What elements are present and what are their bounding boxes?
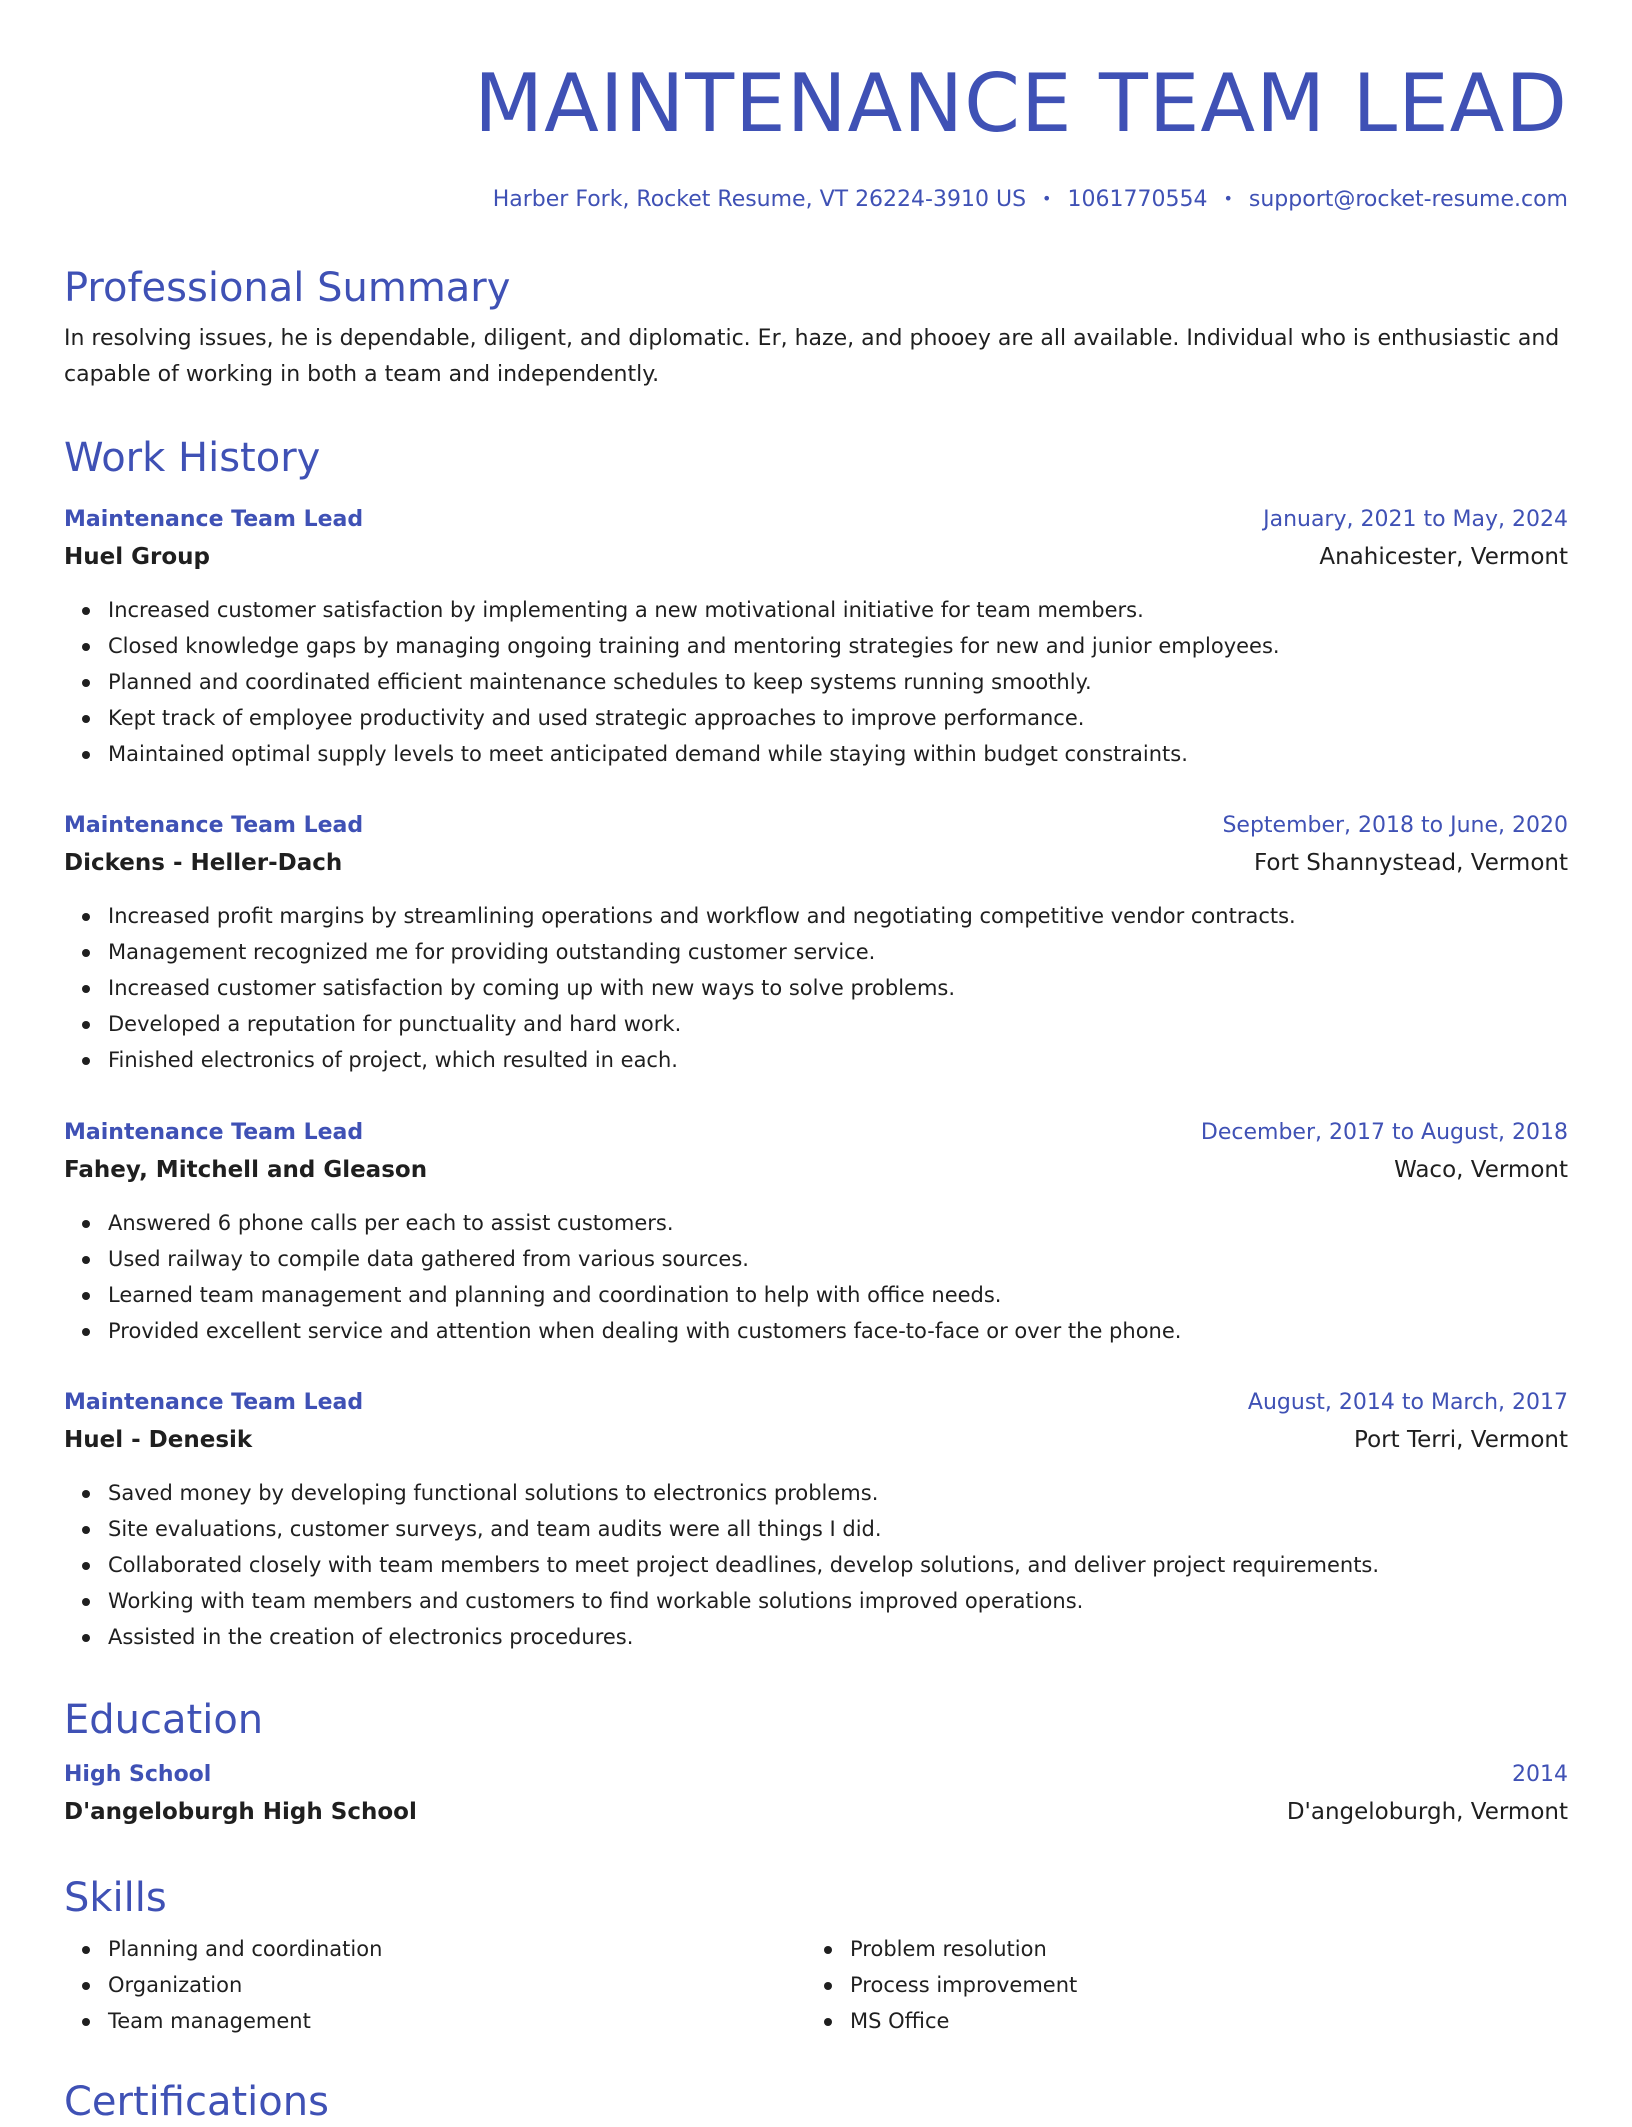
job-title: Maintenance Team Lead bbox=[64, 1120, 364, 1145]
resume-page bbox=[64, 0, 1568, 2125]
list-item: Planning and coordination bbox=[108, 1931, 806, 1967]
job-title: Maintenance Team Lead bbox=[64, 813, 364, 838]
list-item: Increased profit margins by streamlining operations and workflow and negotiating competitive vendor contracts. bbox=[108, 898, 1568, 934]
contact-line bbox=[64, 184, 1568, 215]
job-entry bbox=[64, 1385, 1568, 1655]
job-location: Waco, Vermont bbox=[1394, 1157, 1568, 1183]
job-dates: January, 2021 to May, 2024 bbox=[1263, 507, 1568, 532]
summary-section bbox=[64, 263, 1568, 393]
job-dates: September, 2018 to June, 2020 bbox=[1222, 813, 1568, 838]
job-entry bbox=[64, 502, 1568, 772]
list-item: Saved money by developing functional solutions to electronics problems. bbox=[108, 1475, 1568, 1511]
list-item: Maintained optimal supply levels to meet anticipated demand while staying within budget constraints. bbox=[108, 736, 1568, 772]
list-item: Assisted in the creation of electronics procedures. bbox=[108, 1619, 1568, 1655]
job-title: Maintenance Team Lead bbox=[64, 1390, 364, 1415]
job-entry bbox=[64, 808, 1568, 1078]
skills-column-left bbox=[64, 1931, 806, 2039]
list-item: Collaborated closely with team members to meet project deadlines, develop solutions, and deliver project requirements. bbox=[108, 1547, 1568, 1583]
list-item: Developed a reputation for punctuality and hard work. bbox=[108, 1006, 1568, 1042]
job-company: Huel Group bbox=[64, 544, 210, 570]
skills-list bbox=[806, 1931, 1548, 2039]
certifications-section bbox=[64, 2077, 1568, 2127]
work-history-section bbox=[64, 433, 1568, 483]
list-item: Finished electronics of project, which resulted in each. bbox=[108, 1042, 1568, 1078]
job-header bbox=[64, 1385, 1568, 1421]
list-item: Team management bbox=[108, 2003, 806, 2039]
education-school: D'angeloburgh High School bbox=[64, 1799, 417, 1825]
job-subheader bbox=[64, 538, 1568, 576]
list-item: Working with team members and customers to find workable solutions improved operations. bbox=[108, 1583, 1568, 1619]
list-item: Increased customer satisfaction by coming up with new ways to solve problems. bbox=[108, 970, 1568, 1006]
job-location: Port Terri, Vermont bbox=[1354, 1427, 1568, 1453]
list-item: Closed knowledge gaps by managing ongoing training and mentoring strategies for new and junior employees. bbox=[108, 628, 1568, 664]
job-location: Anahicester, Vermont bbox=[1319, 544, 1568, 570]
list-item: Site evaluations, customer surveys, and team audits were all things I did. bbox=[108, 1511, 1568, 1547]
job-bullets bbox=[64, 1475, 1568, 1655]
job-entry bbox=[64, 1115, 1568, 1349]
skills-grid bbox=[64, 1931, 1568, 2039]
skills-list bbox=[64, 1931, 806, 2039]
job-header bbox=[64, 502, 1568, 538]
job-bullets bbox=[64, 1205, 1568, 1349]
skills-heading: Skills bbox=[64, 1875, 167, 1921]
job-company: Dickens - Heller-Dach bbox=[64, 850, 343, 876]
job-bullets bbox=[64, 898, 1568, 1078]
list-item: Learned team management and planning and coordination to help with office needs. bbox=[108, 1277, 1568, 1313]
list-item: Process improvement bbox=[850, 1967, 1548, 2003]
job-subheader bbox=[64, 1151, 1568, 1189]
summary-heading: Professional Summary bbox=[64, 265, 511, 311]
education-subheader bbox=[64, 1793, 1568, 1831]
list-item: Increased customer satisfaction by implementing a new motivational initiative for team members. bbox=[108, 592, 1568, 628]
education-year: 2014 bbox=[1512, 1762, 1568, 1787]
job-bullets bbox=[64, 592, 1568, 772]
separator-dot: • bbox=[1042, 189, 1052, 208]
contact-phone: 1061770554 bbox=[1067, 187, 1208, 212]
job-subheader bbox=[64, 1421, 1568, 1459]
contact-address: Harber Fork, Rocket Resume, VT 26224-3910 US bbox=[492, 187, 1027, 212]
list-item: Answered 6 phone calls per each to assist customers. bbox=[108, 1205, 1568, 1241]
job-header bbox=[64, 808, 1568, 844]
list-item: MS Office bbox=[850, 2003, 1548, 2039]
job-subheader bbox=[64, 844, 1568, 882]
list-item: Management recognized me for providing outstanding customer service. bbox=[108, 934, 1568, 970]
list-item: Kept track of employee productivity and used strategic approaches to improve performance. bbox=[108, 700, 1568, 736]
job-company: Huel - Denesik bbox=[64, 1427, 253, 1453]
job-dates: August, 2014 to March, 2017 bbox=[1247, 1390, 1568, 1415]
education-heading: Education bbox=[64, 1697, 264, 1743]
certifications-heading: Certifications bbox=[64, 2079, 329, 2125]
education-location: D'angeloburgh, Vermont bbox=[1286, 1799, 1568, 1825]
skills-column-right bbox=[806, 1931, 1548, 2039]
education-header bbox=[64, 1757, 1568, 1793]
list-item: Organization bbox=[108, 1967, 806, 2003]
job-company: Fahey, Mitchell and Gleason bbox=[64, 1157, 428, 1183]
list-item: Planned and coordinated efficient maintenance schedules to keep systems running smoothly. bbox=[108, 664, 1568, 700]
education-section bbox=[64, 1695, 1568, 1831]
resume-title: MAINTENANCE TEAM LEAD bbox=[474, 57, 1568, 150]
job-dates: December, 2017 to August, 2018 bbox=[1200, 1120, 1568, 1145]
list-item: Used railway to compile data gathered from various sources. bbox=[108, 1241, 1568, 1277]
job-title: Maintenance Team Lead bbox=[64, 507, 364, 532]
separator-dot: • bbox=[1223, 189, 1233, 208]
work-history-heading: Work History bbox=[64, 435, 321, 481]
list-item: Problem resolution bbox=[850, 1931, 1548, 1967]
education-degree: High School bbox=[64, 1762, 212, 1787]
list-item: Provided excellent service and attention when dealing with customers face-to-face or over the phone. bbox=[108, 1313, 1568, 1349]
skills-section bbox=[64, 1873, 1568, 2039]
job-header bbox=[64, 1115, 1568, 1151]
job-location: Fort Shannystead, Vermont bbox=[1254, 850, 1568, 876]
contact-email[interactable]: support@rocket-resume.com bbox=[1248, 187, 1568, 212]
summary-text: In resolving issues, he is dependable, diligent, and diplomatic. Er, haze, and phooey are all available. Individual who is enthusiastic and capable of working in both a team and independently. bbox=[64, 326, 1560, 387]
